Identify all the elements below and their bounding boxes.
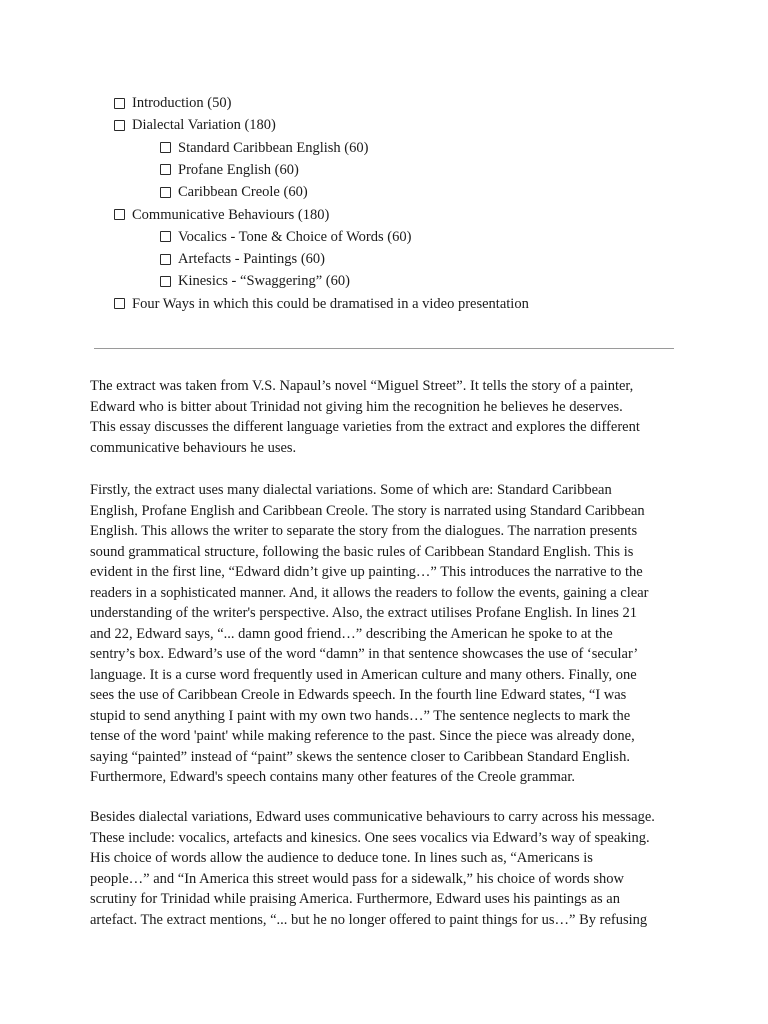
checklist-item-label: Standard Caribbean English (60) <box>178 139 369 156</box>
paragraph-line: sentry’s box. Edward’s use of the word “damn” in that sentence showcases the use of ‘secular’ <box>90 646 639 662</box>
paragraph-line: Besides dialectal variations, Edward uses communicative behaviours to carry across his message. <box>90 809 655 825</box>
paragraph-line: understanding of the writer's perspective. Also, the extract utilises Profane English. In lines 21 <box>90 605 638 621</box>
checklist-item-label: Artefacts - Paintings (60) <box>178 251 325 268</box>
paragraph-line: These include: vocalics, artefacts and kinesics. One sees vocalics via Edward’s way of speaking. <box>90 829 650 846</box>
paragraph-line: evident in the first line, “Edward didn’t give up painting…” This introduces the narrative to the <box>90 564 643 580</box>
checklist-item[interactable] <box>160 228 411 246</box>
checklist-item[interactable] <box>160 183 308 201</box>
checkbox-icon[interactable] <box>160 276 171 287</box>
checklist-item-label: Introduction (50) <box>132 95 232 111</box>
checklist-item-label: Dialectal Variation (180) <box>132 117 276 134</box>
checkbox-icon[interactable] <box>114 120 125 131</box>
paragraph-line: The extract was taken from V.S. Napaul’s novel “Miguel Street”. It tells the story of a painter, <box>90 378 634 394</box>
checkbox-icon[interactable] <box>114 209 125 220</box>
checkbox-icon[interactable] <box>160 231 171 242</box>
paragraph-line: tense of the word 'paint' while making reference to the past. Since the piece was already done, <box>90 728 635 744</box>
paragraph-line: language. It is a curse word frequently used in American culture and many others. Finally, one <box>90 666 637 683</box>
checklist-item[interactable] <box>160 161 299 179</box>
checkbox-icon[interactable] <box>114 98 125 109</box>
checklist-item[interactable] <box>160 250 325 268</box>
checkbox-icon[interactable] <box>160 254 171 265</box>
paragraph-line: sees the use of Caribbean Creole in Edwards speech. In the fourth line Edward states, “I was <box>90 687 627 703</box>
paragraph-line: scrutiny for Trinidad while praising America. Furthermore, Edward uses his paintings as an <box>90 891 620 907</box>
checklist-item-label: Vocalics - Tone & Choice of Words (60) <box>178 228 412 245</box>
paragraph-line: Edward who is bitter about Trinidad not giving him the recognition he believes he deserves. <box>90 398 623 415</box>
paragraph-line: people…” and “In America this street would pass for a sidewalk,” his choice of words show <box>90 870 624 887</box>
checklist-item[interactable] <box>114 116 276 134</box>
paragraph-line: Furthermore, Edward's speech contains many other features of the Creole grammar. <box>90 769 575 785</box>
checklist-item[interactable] <box>114 94 231 112</box>
paragraph-line: sound grammatical structure, following the basic rules of Caribbean Standard English. This is <box>90 543 634 560</box>
paragraph-line: readers in a sophisticated manner. And, it allows the readers to follow the events, gaining a clear <box>90 584 649 601</box>
checkbox-icon[interactable] <box>160 164 171 175</box>
checklist-item-label: Profane English (60) <box>178 161 299 178</box>
paragraph-line: English, Profane English and Caribbean Creole. The story is narrated using Standard Caribbean <box>90 502 645 519</box>
checkbox-icon[interactable] <box>160 187 171 198</box>
checkbox-icon[interactable] <box>160 142 171 153</box>
paragraph-line: artefact. The extract mentions, “... but he no longer offered to paint things for us…” By refusing <box>90 911 648 928</box>
paragraph-line: This essay discusses the different language varieties from the extract and explores the different <box>90 419 640 435</box>
paragraph-line: Firstly, the extract uses many dialectal variations. Some of which are: Standard Caribbean <box>90 482 612 498</box>
paragraph-line: stupid to send anything I paint with my own two hands…” The sentence neglects to mark the <box>90 707 631 724</box>
checklist-item[interactable] <box>160 272 350 290</box>
checklist-item-label: Communicative Behaviours (180) <box>132 206 330 223</box>
paragraph-line: His choice of words allow the audience to deduce tone. In lines such as, “Americans is <box>90 850 593 866</box>
paragraph-line: and 22, Edward says, “... damn good friend…” describing the American he spoke to at the <box>90 625 613 642</box>
checklist-item-label: Four Ways in which this could be dramatised in a video presentation <box>132 295 529 312</box>
checklist-item[interactable] <box>160 139 368 157</box>
checklist-item-label: Caribbean Creole (60) <box>178 184 308 201</box>
checklist-item-label: Kinesics - “Swaggering” (60) <box>178 273 350 290</box>
paragraph-line: English. This allows the writer to separate the story from the dialogues. The narration presents <box>90 523 638 539</box>
checkbox-icon[interactable] <box>114 298 125 309</box>
checklist-item[interactable] <box>114 295 529 313</box>
paragraph-line: communicative behaviours he uses. <box>90 439 297 456</box>
paragraph-line: saying “painted” instead of “paint” skews the sentence closer to Caribbean Standard English. <box>90 748 630 765</box>
horizontal-divider <box>94 348 674 349</box>
checklist-item[interactable] <box>114 206 329 224</box>
